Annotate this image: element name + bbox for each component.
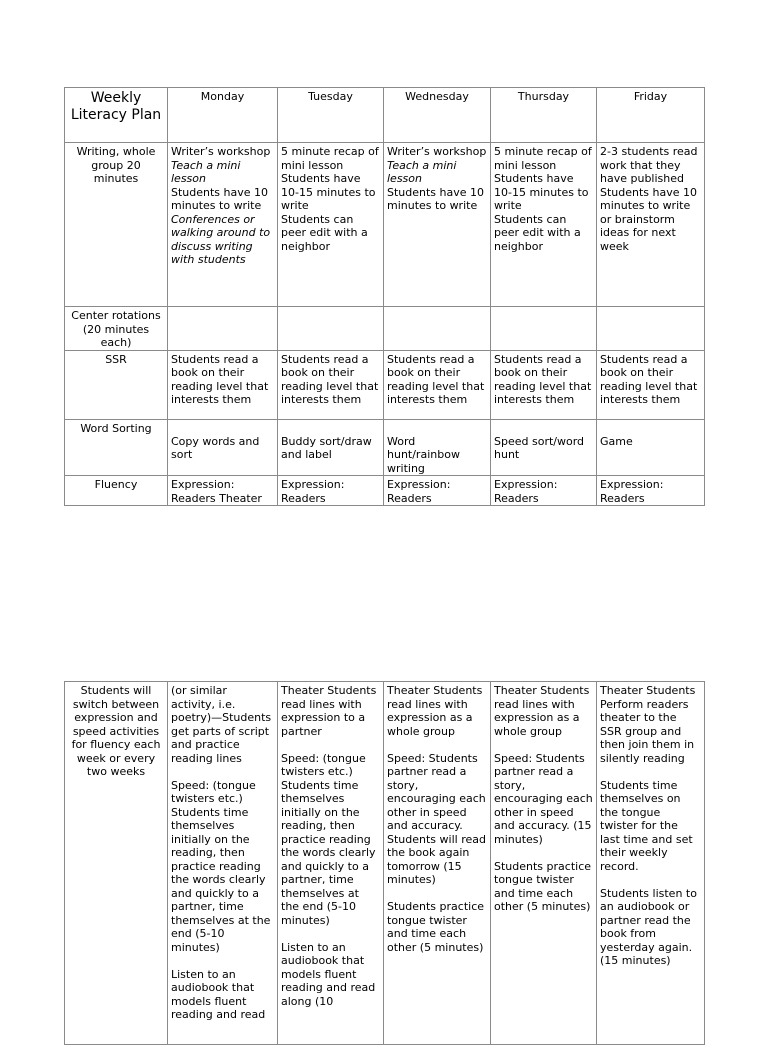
day-header-tuesday: Tuesday <box>278 88 384 143</box>
writing-monday-line: Students have 10 minutes to write <box>171 185 269 212</box>
fluency-cont-para: Speed: Students partner read a story, encouraging each other in speed and accuracy. Students will read the book again tomorrow (15 minutes) <box>387 751 486 886</box>
centers-row <box>65 307 705 351</box>
ssr-thursday: Students read a book on their reading level that interests them <box>491 350 597 419</box>
day-header-thursday: Thursday <box>491 88 597 143</box>
centers-friday <box>597 307 705 351</box>
day-header-wednesday: Wednesday <box>384 88 491 143</box>
fluency-cont-para: (or similar activity, i.e. poetry)—Students get parts of script and practice reading lines <box>171 684 272 765</box>
fluency-cont-para: Theater Students read lines with expression as a whole group <box>494 684 590 738</box>
header-row <box>65 88 705 143</box>
fluency-continuation-table <box>64 681 705 1045</box>
row-label-fluency: Fluency <box>65 476 168 506</box>
fluency-row <box>65 476 705 506</box>
writing-row <box>65 143 705 307</box>
row-label-word-sorting: Word Sorting <box>65 419 168 476</box>
writing-wednesday-line: Teach a mini lesson <box>387 158 457 185</box>
writing-tuesday-line: Students have 10-15 minutes to write <box>281 172 376 212</box>
writing-thursday-line: 5 minute recap of mini lesson <box>494 145 592 172</box>
writing-wednesday-line: Writer’s workshop <box>387 145 487 158</box>
fluency-friday: Expression: Readers <box>597 476 705 506</box>
writing-friday <box>597 143 705 307</box>
ssr-row <box>65 350 705 419</box>
corner-header: Weekly Literacy Plan <box>65 88 168 143</box>
writing-thursday <box>491 143 597 307</box>
fluency-cont-para: Theater Students Perform readers theater to the SSR group and then join them in silently reading <box>600 684 696 765</box>
ssr-monday: Students read a book on their reading level that interests them <box>168 350 278 419</box>
fluency-wednesday: Expression: Readers <box>384 476 491 506</box>
word-sorting-thursday: Speed sort/word hunt <box>491 419 597 476</box>
writing-friday-line: Students have 10 minutes to write or brainstorm ideas for next week <box>600 185 698 253</box>
writing-thursday-line: Students can peer edit with a neighbor <box>494 212 581 253</box>
fluency-cont-para: Students time themselves on the tongue twister for the last time and set their weekly record. <box>600 778 693 873</box>
fluency-cont-para: Students practice tongue twister and time each other (5 minutes) <box>387 900 485 954</box>
day-header-friday: Friday <box>597 88 705 143</box>
writing-tuesday-line: Students can peer edit with a neighbor <box>281 212 368 253</box>
day-header-monday: Monday <box>168 88 278 143</box>
fluency-cont-para: Speed: (tongue twisters etc.) Students time themselves initially on the reading, then practice reading the words clearly and quickly to a partner, time themselves at the end (5-10 minutes) <box>171 778 271 954</box>
fluency-cont-tuesday <box>278 682 384 1045</box>
row-label-centers: Center rotations (20 minutes each) <box>65 307 168 351</box>
fluency-continuation-row <box>65 682 705 1045</box>
fluency-cont-para: Speed: Students partner read a story, encouraging each other in speed and accuracy. (15 minutes) <box>494 751 593 846</box>
writing-monday <box>168 143 278 307</box>
writing-monday-line: Writer’s workshop <box>171 145 271 158</box>
centers-wednesday <box>384 307 491 351</box>
ssr-friday: Students read a book on their reading level that interests them <box>597 350 705 419</box>
writing-monday-line: Teach a mini lesson <box>171 158 241 185</box>
fluency-cont-para: Listen to an audiobook that models fluent reading and read along (10 <box>281 940 376 1008</box>
ssr-tuesday: Students read a book on their reading level that interests them <box>278 350 384 419</box>
writing-tuesday <box>278 143 384 307</box>
writing-wednesday-line: Students have 10 minutes to write <box>387 185 485 212</box>
fluency-cont-para: Theater Students read lines with expression as a whole group <box>387 684 483 738</box>
ssr-wednesday: Students read a book on their reading level that interests them <box>384 350 491 419</box>
fluency-cont-para: Students practice tongue twister and time each other (5 minutes) <box>494 859 592 913</box>
fluency-cont-para: Listen to an audiobook that models fluent reading and read <box>171 967 266 1021</box>
fluency-cont-para: Students listen to an audiobook or partner read the book from yesterday again. (15 minutes) <box>600 886 697 967</box>
writing-tuesday-line: 5 minute recap of mini lesson <box>281 145 379 172</box>
fluency-monday: Expression: Readers Theater <box>168 476 278 506</box>
word-sorting-friday: Game <box>597 419 705 476</box>
row-label-ssr: SSR <box>65 350 168 419</box>
fluency-thursday: Expression: Readers <box>491 476 597 506</box>
fluency-cont-para: Speed: (tongue twisters etc.) Students time themselves initially on the reading, then practice reading the words clearly and quickly to a partner, time themselves at the end (5-10 minutes) <box>281 751 376 927</box>
row-label-writing: Writing, whole group 20 minutes <box>65 143 168 307</box>
fluency-tuesday: Expression: Readers <box>278 476 384 506</box>
writing-friday-line: 2-3 students read work that they have published <box>600 145 698 185</box>
centers-thursday <box>491 307 597 351</box>
centers-monday <box>168 307 278 351</box>
fluency-cont-thursday <box>491 682 597 1045</box>
fluency-cont-para: Theater Students read lines with expression to a partner <box>281 684 377 738</box>
fluency-cont-monday <box>168 682 278 1045</box>
row-label-fluency-note: Students will switch between expression and speed activities for fluency each week or every two weeks <box>65 682 168 1045</box>
writing-thursday-line: Students have 10-15 minutes to write <box>494 172 589 212</box>
word-sorting-row <box>65 419 705 476</box>
word-sorting-tuesday: Buddy sort/draw and label <box>278 419 384 476</box>
fluency-cont-wednesday <box>384 682 491 1045</box>
centers-tuesday <box>278 307 384 351</box>
literacy-plan-table <box>64 87 705 506</box>
fluency-cont-friday <box>597 682 705 1045</box>
writing-wednesday <box>384 143 491 307</box>
word-sorting-monday: Copy words and sort <box>168 419 278 476</box>
writing-monday-line: Conferences or walking around to discuss writing with students <box>171 212 271 266</box>
word-sorting-wednesday: Word hunt/rainbow writing <box>384 419 491 476</box>
